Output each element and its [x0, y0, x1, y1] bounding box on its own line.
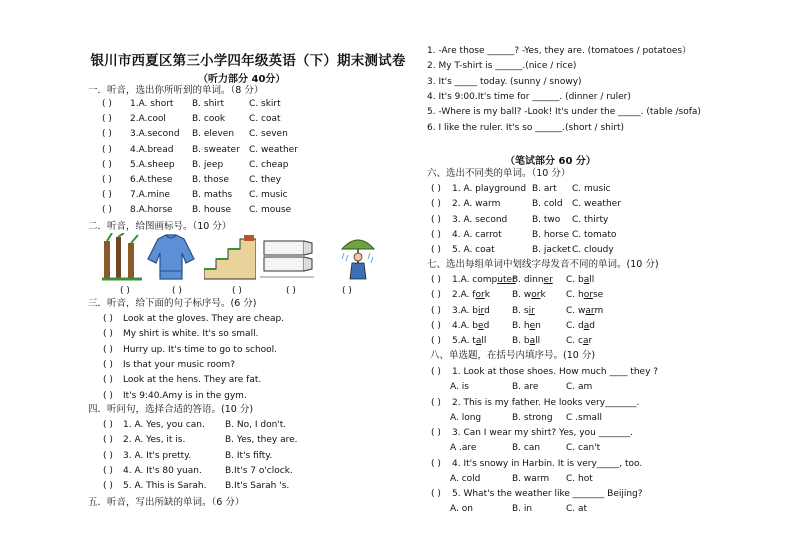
option-c-suffix: r	[588, 336, 593, 347]
option-b-prefix: B. dinn	[512, 275, 544, 285]
answer-bracket: ( )	[103, 420, 113, 430]
option-c: C. seven	[249, 129, 288, 140]
option-c: C. mouse	[249, 205, 292, 216]
option-b-prefix: B. w	[512, 290, 532, 301]
answer-bracket: ( )	[102, 129, 112, 140]
option-b: B. shirt	[192, 99, 225, 109]
option-b: B. eleven	[192, 129, 235, 140]
option-b	[512, 321, 541, 332]
option-a	[452, 306, 490, 317]
answer-bracket: ( )	[431, 184, 441, 194]
option-a: 4.A.bread	[130, 144, 174, 155]
section-6-heading: 六、选出不同类的单词。（10 分）	[427, 168, 571, 179]
written-header: （笔试部分 60 分）	[505, 156, 596, 167]
option-a-prefix: 4.A. b	[452, 320, 479, 331]
option-a: 6.A.these	[130, 175, 173, 185]
option-a-suffix: k	[484, 290, 490, 301]
option-b-suffix: k	[540, 290, 546, 301]
option-a: 1. A. playground	[452, 184, 527, 194]
option-b-underlined: ir	[528, 305, 535, 316]
section-1-heading: 一．听音，选出你所听到的单词。（8 分）	[88, 85, 264, 96]
question: 1. Look at those shoes. How much ____ they ?	[452, 367, 659, 377]
answer-bracket: ( )	[431, 245, 441, 256]
picture-row	[102, 233, 374, 283]
answer-bracket: ( )	[102, 205, 112, 216]
option-b-prefix: B. s	[512, 305, 529, 316]
option-a: A. long	[450, 412, 482, 423]
option-a: 5. A. coat	[452, 245, 495, 256]
option-b: B. cook	[192, 114, 226, 125]
option-c-prefix: C. d	[566, 320, 584, 331]
stairs-picture	[204, 233, 256, 281]
option-a: 8.A.horse	[130, 205, 173, 216]
answer-bracket: ( )	[431, 489, 441, 500]
picture-answer-bracket: ( )	[286, 286, 296, 296]
option-b-underlined: e	[529, 320, 536, 331]
sentence: Is that your music room?	[123, 359, 235, 370]
option-b-underlined: a	[529, 336, 536, 347]
option-b	[512, 306, 535, 317]
option-c-underlined: a	[583, 275, 590, 285]
answer-bracket: ( )	[103, 465, 113, 476]
option-a-prefix: 1.A. comp	[452, 275, 498, 285]
answer-bracket: ( )	[431, 458, 441, 469]
answer-bracket: ( )	[103, 390, 113, 401]
option-b-prefix: B. h	[512, 320, 530, 331]
answer-bracket: ( )	[431, 214, 441, 225]
option-c	[566, 306, 603, 317]
option-b: B. jacket	[532, 245, 571, 256]
option-a-underlined: ir	[478, 305, 485, 316]
option-c: C. cheap	[249, 159, 289, 170]
option-b: B. It's fifty.	[225, 450, 273, 461]
option-a-suffix: d	[483, 320, 490, 331]
option-a: 4. A. carrot	[452, 229, 502, 240]
option-c-underlined: a	[583, 320, 590, 331]
option-c-underlined: a	[582, 336, 589, 347]
option-b: B. strong	[512, 412, 553, 423]
option-a	[452, 321, 489, 332]
option-b: B. two	[532, 214, 561, 225]
answer-bracket: ( )	[102, 114, 112, 125]
answer-bracket: ( )	[431, 290, 441, 301]
option-c	[566, 336, 592, 347]
option-a: A. on	[450, 504, 473, 515]
answer-bracket: ( )	[103, 435, 113, 446]
option-a: 2. A. warm	[452, 199, 501, 210]
option-b	[512, 275, 553, 286]
sentence: Hurry up. It's time to go to school.	[123, 344, 278, 355]
option-a	[452, 275, 516, 286]
section-4-heading: 四．听问句，选择合适的答语。(10 分)	[88, 404, 254, 415]
option-c-prefix: C. b	[566, 275, 584, 285]
fill-in-item: 1. -Are those ______? -Yes, they are. (tomatoes / potatoes）	[427, 46, 692, 56]
option-a-underlined: a	[475, 336, 482, 347]
answer-bracket: ( )	[103, 450, 113, 461]
section-2-heading: 二．听音，给图画标号。（10 分）	[88, 221, 232, 232]
trees-picture	[102, 233, 142, 281]
picture-answer-bracket: ( )	[342, 286, 352, 296]
option-b-prefix: B. b	[512, 336, 530, 347]
option-a: 2.A.cool	[130, 114, 166, 125]
option-c-prefix: C. w	[566, 305, 586, 316]
option-a-prefix: 2.A. f	[452, 290, 476, 301]
question: 4. It's snowy in Harbin. It is very_____, too.	[452, 458, 643, 469]
option-c-suffix: m	[594, 305, 604, 316]
answer-bracket: ( )	[431, 320, 441, 331]
section-5-heading: 五．听音，写出所缺的单词。（6 分）	[88, 497, 245, 508]
answer-bracket: ( )	[103, 314, 113, 324]
option-b: B.It's Sarah 's.	[225, 481, 290, 492]
option-b-underlined: er	[543, 275, 553, 285]
option-b	[512, 290, 546, 301]
answer-bracket: ( )	[431, 275, 441, 285]
option-b: B. Yes, they are.	[225, 435, 298, 446]
answer-bracket: ( )	[103, 481, 113, 492]
option-a-suffix: ll	[481, 336, 487, 347]
answer-bracket: ( )	[102, 190, 112, 201]
option-a-underlined: or	[475, 290, 485, 301]
option-a: 5.A.sheep	[130, 159, 175, 170]
sentence: My shirt is white. It's so small.	[123, 329, 259, 340]
option-a: 5. A. This is Sarah.	[123, 481, 207, 492]
option-a: 2. A. Yes, it is.	[123, 435, 186, 446]
sentence: Look at the hens. They are fat.	[123, 375, 262, 386]
option-b	[512, 336, 540, 347]
option-c-suffix: ll	[589, 275, 595, 285]
option-c: C. they	[249, 175, 282, 185]
answer-bracket: ( )	[103, 344, 113, 355]
picture-answer-bracket: ( )	[232, 286, 242, 296]
answer-bracket: ( )	[102, 159, 112, 170]
question: 5. What's the weather like _______ Beijing?	[452, 489, 643, 500]
section-8-heading: 八、单选题，在括号内填序号。(10 分)	[430, 350, 596, 361]
fill-in-item: 3. It's _____ today. (sunny / snowy)	[427, 76, 582, 87]
option-a: 7.A.mine	[130, 190, 170, 201]
option-b: B. warm	[512, 473, 550, 484]
sentence: It's 9:40.Amy is in the gym.	[123, 390, 247, 401]
option-c-prefix: C. c	[566, 336, 583, 347]
option-c	[566, 275, 594, 286]
fill-in-item: 6. I like the ruler. It's so ______.(short / shirt)	[427, 122, 625, 133]
picture-answer-bracket: ( )	[172, 286, 182, 296]
option-c: C. coat	[249, 114, 281, 125]
answer-bracket: ( )	[431, 199, 441, 210]
option-b-underlined: or	[531, 290, 541, 301]
option-a-underlined: e	[478, 320, 484, 331]
option-a	[452, 336, 486, 347]
option-c-underlined: or	[583, 290, 593, 301]
listening-header: （听力部分 40分）	[198, 74, 286, 85]
answer-bracket: ( )	[103, 359, 113, 370]
option-c	[566, 290, 603, 301]
option-a: 3.A.second	[130, 129, 180, 140]
answer-bracket: ( )	[103, 375, 113, 386]
answer-bracket: ( )	[431, 305, 441, 316]
option-a: A. cold	[450, 473, 481, 484]
option-b: B. those	[192, 175, 229, 185]
option-b: B. cold	[532, 199, 563, 210]
option-c: C. can't	[566, 443, 601, 454]
option-c: C. music	[572, 184, 611, 194]
option-a: 4. A. It's 80 yuan.	[123, 465, 202, 476]
option-b: B.It's 7 o'clock.	[225, 465, 293, 476]
answer-bracket: ( )	[431, 428, 441, 439]
rain-umbrella-picture	[340, 233, 376, 281]
section-3-heading: 三．听音，给下面的句子标序号。(6 分)	[88, 298, 257, 309]
option-c: C. at	[566, 504, 588, 515]
fill-in-item: 5. -Where is my ball? -Look! It's under the _____. (table /sofa)	[427, 107, 701, 118]
question: 2. This is my father. He looks very_______.	[452, 397, 640, 408]
option-c	[566, 321, 595, 332]
answer-bracket: ( )	[103, 329, 113, 340]
option-c: C. tomato	[572, 229, 617, 240]
fill-in-item: 2. My T-shirt is ______.(nice / rice)	[427, 61, 577, 72]
option-a: A. is	[450, 382, 469, 392]
option-c: C. music	[249, 190, 288, 201]
option-b: B. horse	[532, 229, 570, 240]
option-a: 1. A. Yes, you can.	[123, 420, 205, 430]
option-b: B. art	[532, 184, 557, 194]
option-c: C. thirty	[572, 214, 609, 225]
option-c: C. cloudy	[572, 245, 614, 256]
option-b-suffix: n	[535, 320, 541, 331]
option-b: B. jeep	[192, 159, 224, 170]
answer-bracket: ( )	[431, 229, 441, 240]
fill-in-item: 4. It's 9:00.It's time for ______. (dinner / ruler)	[427, 91, 631, 102]
option-b: B. in	[512, 504, 533, 515]
answer-bracket: ( )	[431, 367, 441, 377]
option-a	[452, 290, 490, 301]
option-c-prefix: C. h	[566, 290, 584, 301]
sweater-picture	[146, 233, 196, 281]
option-b: B. sweater	[192, 144, 240, 155]
option-b: B. can	[512, 443, 541, 454]
answer-bracket: ( )	[431, 397, 441, 408]
option-a-suffix: d	[484, 305, 490, 316]
answer-bracket: ( )	[431, 336, 441, 347]
shoes-pants-picture	[260, 233, 314, 281]
option-b-suffix: ll	[535, 336, 541, 347]
option-c: C. skirt	[249, 99, 281, 109]
option-c-suffix: se	[592, 290, 604, 301]
option-b: B. house	[192, 205, 232, 216]
section-7-heading: 七、选出每组单词中划线字母发音不同的单词。(10 分)	[427, 259, 659, 270]
option-a: 3. A. second	[452, 214, 508, 225]
exam-title: 银川市西夏区第三小学四年级英语（下）期末测试卷	[90, 53, 406, 69]
option-c-underlined: ar	[585, 305, 595, 316]
option-c: C. hot	[566, 473, 593, 484]
option-a: 1.A. short	[130, 99, 174, 109]
option-c: C. weather	[572, 199, 621, 210]
answer-bracket: ( )	[102, 175, 112, 185]
question: 3. Can I wear my shirt? Yes, you _______.	[452, 428, 634, 439]
answer-bracket: ( )	[102, 144, 112, 155]
option-c: C. am	[566, 382, 593, 392]
option-a: A .are	[450, 443, 477, 454]
sentence: Look at the gloves. They are cheap.	[123, 314, 285, 324]
option-c: C. weather	[249, 144, 298, 155]
option-b: B. are	[512, 382, 539, 392]
option-a-prefix: 5.A. t	[452, 336, 476, 347]
option-c-suffix: d	[589, 320, 595, 331]
answer-bracket: ( )	[102, 99, 112, 109]
option-a: 3. A. It's pretty.	[123, 450, 192, 461]
option-a-prefix: 3.A. b	[452, 305, 479, 316]
option-b: B. No, I don't.	[225, 420, 287, 430]
option-b: B. maths	[192, 190, 233, 201]
picture-answer-bracket: ( )	[120, 286, 130, 296]
option-a-underlined: uter	[497, 275, 516, 285]
option-c: C .small	[566, 412, 602, 423]
